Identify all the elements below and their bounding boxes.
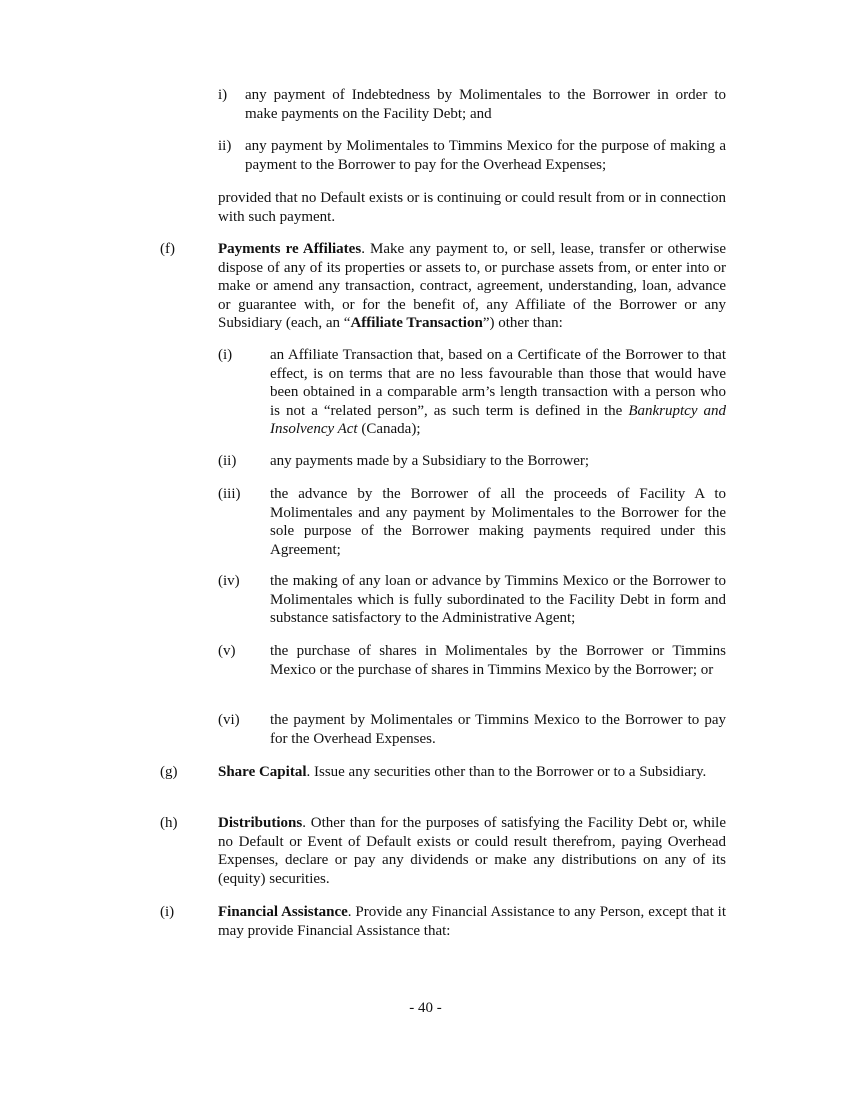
sub-item-marker: (iii): [218, 486, 241, 502]
item-text: any payment of Indebtedness by Molimentales to the Borrower in order to make payments on the Facility Debt; and: [245, 87, 726, 122]
sub-item-text: the purchase of shares in Molimentales by the Borrower or Timmins Mexico or the purchase of shares in Timmins Mexico by the Borrower; or: [270, 643, 726, 678]
section-marker: (h): [160, 815, 178, 831]
sub-item-text: the advance by the Borrower of all the proceeds of Facility A to Molimentales and any payment by Molimentales to the Borrower for the sole purpose of the Borrower making payments required under this Agreement;: [270, 486, 726, 558]
section-heading: Payments re Affiliates: [218, 241, 362, 257]
section-h-paragraph: Distributions. Other than for the purposes of satisfying the Facility Debt or, while no Default or Event of Default exists or could result therefrom, paying Overhead Expenses, declare or pay any dividends or make any distributions on any of its (equity) securities.: [218, 815, 726, 887]
sub-item-marker: (v): [218, 643, 236, 659]
section-marker: (i): [160, 904, 175, 920]
section-i-paragraph: Financial Assistance. Provide any Financial Assistance to any Person, except that it may provide Financial Assistance that:: [218, 904, 726, 939]
item-marker: i): [218, 87, 228, 103]
sub-item-text: the payment by Molimentales or Timmins Mexico to the Borrower to pay for the Overhead Expenses.: [270, 712, 726, 747]
item-text: any payment by Molimentales to Timmins Mexico for the purpose of making a payment to the Borrower to pay for the Overhead Expenses;: [245, 138, 726, 173]
sub-item-text: the making of any loan or advance by Timmins Mexico or the Borrower to Molimentales which is fully subordinated to the Facility Debt in form and substance satisfactory to the Administrative Agent;: [270, 573, 726, 626]
section-heading: Share Capital: [218, 764, 307, 780]
item-marker: ii): [218, 138, 232, 154]
sub-item-text: any payments made by a Subsidiary to the Borrower;: [270, 453, 590, 469]
section-heading: Distributions: [218, 815, 303, 831]
defined-term: Affiliate Transaction: [350, 315, 483, 331]
proviso-paragraph: provided that no Default exists or is continuing or could result from or in connection with such payment.: [218, 190, 726, 225]
section-f-paragraph: Payments re Affiliates. Make any payment to, or sell, lease, transfer or otherwise dispose of any of its properties or assets to, or purchase assets from, or enter into or make or amend any transaction, contract, agreement, understanding, loan, advance or guarantee with, or for the benefit of, any Affiliate of the Borrower or any Subsidiary (each, an “Affiliate Transaction”) other than:: [218, 241, 726, 331]
section-heading: Financial Assistance: [218, 904, 348, 920]
section-marker: (f): [160, 241, 175, 257]
section-marker: (g): [160, 764, 178, 780]
sub-item-marker: (ii): [218, 453, 237, 469]
section-g-paragraph: Share Capital. Issue any securities other than to the Borrower or to a Subsidiary.: [218, 764, 707, 780]
sub-item-marker: (iv): [218, 573, 240, 589]
sub-item-marker: (vi): [218, 712, 240, 728]
page-number: - 40 -: [409, 1000, 442, 1016]
sub-item-text: an Affiliate Transaction that, based on a Certificate of the Borrower to that effect, is on terms that are no less favourable than those that would have been obtained in a comparable arm’s length transaction with a person who is not a “related person”, as such term is defined in the Bankruptcy and Insolvency Act (Canada);: [270, 347, 726, 437]
sub-item-marker: (i): [218, 347, 233, 363]
act-name: Bankruptcy and Insolvency Act: [270, 402, 726, 437]
